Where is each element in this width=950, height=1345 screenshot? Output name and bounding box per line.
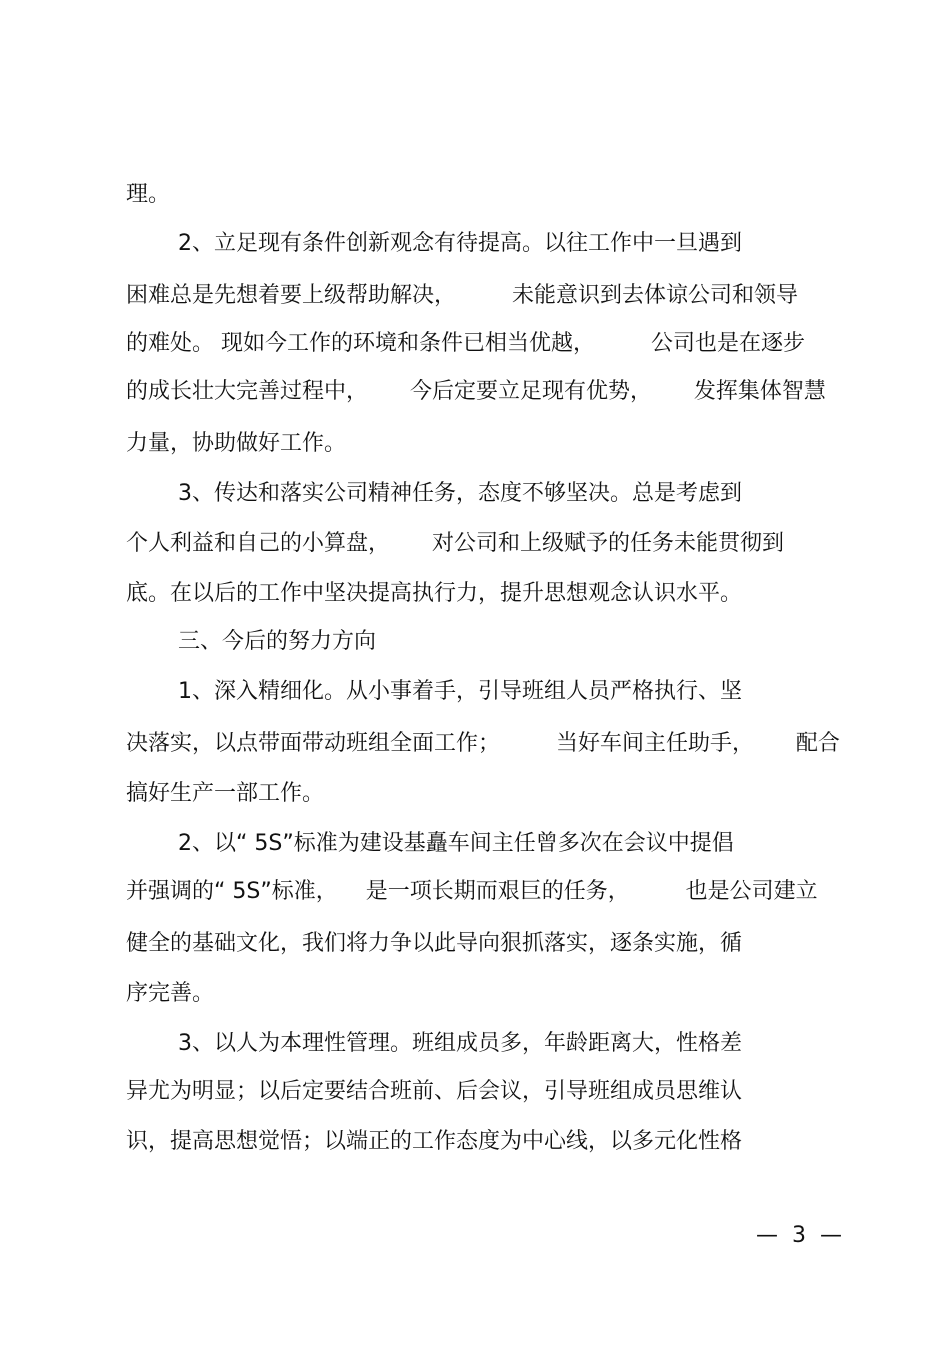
text-line-4: 的难处。 现如今工作的环境和条件已相当优越， 公司也是在逐步 [126, 331, 805, 356]
text-line-6: 力量，协助做好工作。 [126, 431, 347, 456]
text-line-17: 序完善。 [126, 981, 215, 1006]
text-line-18: 3、以人为本理性管理。班组成员多，年龄距离大，性格差 [178, 1031, 742, 1056]
text-line-15: 并强调的“ 5S”标准， 是一项长期而艰巨的任务， 也是公司建立 [126, 879, 818, 904]
text-line-16: 健全的基础文化，我们将力争以此导向狠抓落实，逐条实施，循 [126, 931, 743, 956]
text-line-1: 理。 [126, 182, 171, 207]
text-line-14: 2、以“ 5S”标准为建设基矗车间主任曾多次在会议中提倡 [178, 831, 734, 856]
text-line-8: 个人利益和自己的小算盘， 对公司和上级赋予的任务未能贯彻到 [126, 531, 784, 556]
text-line-19: 异尤为明显；以后定要结合班前、后会议，引导班组成员思维认 [126, 1079, 743, 1104]
text-line-2: 2、立足现有条件创新观念有待提高。以往工作中一旦遇到 [178, 231, 742, 256]
text-line-3: 困难总是先想着要上级帮助解决， 未能意识到去体谅公司和领导 [126, 283, 798, 308]
text-line-12: 决落实，以点带面带动班组全面工作； 当好车间主任助手， 配合 [126, 731, 840, 756]
section-heading: 三、今后的努力方向 [178, 629, 377, 654]
text-line-9: 底。在以后的工作中坚决提高执行力，提升思想观念认识水平。 [126, 581, 743, 606]
text-line-11: 1、深入精细化。从小事着手，引导班组人员严格执行、坚 [178, 679, 742, 704]
page-number: — 3 — [756, 1223, 842, 1248]
text-line-7: 3、传达和落实公司精神任务，态度不够坚决。总是考虑到 [178, 481, 742, 506]
text-line-20: 识，提高思想觉悟；以端正的工作态度为中心线，以多元化性格 [126, 1129, 743, 1154]
text-line-5: 的成长壮大完善过程中， 今后定要立足现有优势， 发挥集体智慧 [126, 379, 826, 404]
text-line-13: 搞好生产一部工作。 [126, 781, 325, 806]
